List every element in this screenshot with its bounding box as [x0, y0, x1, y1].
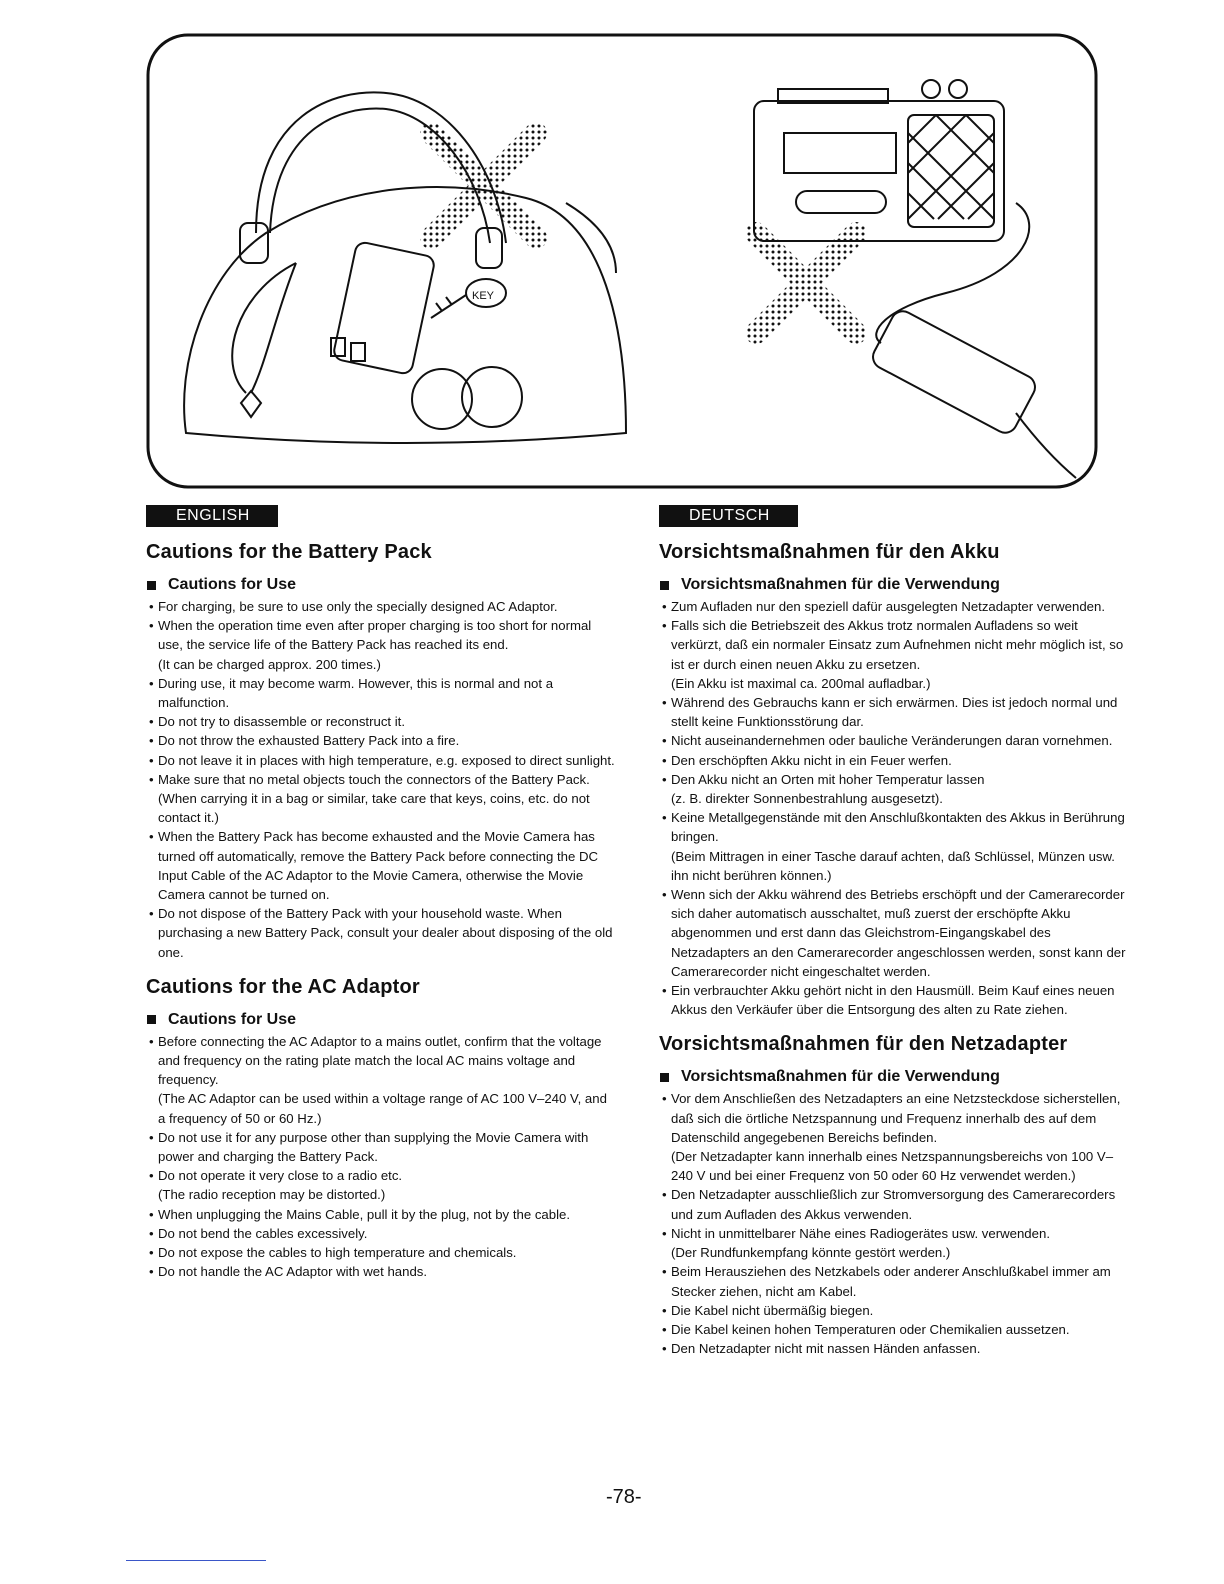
list-item-note: (Der Netzadapter kann innerhalb eines Netzspannungsbereichs von 100 V–240 V und bei einer Frequenz von 50 oder 60 Hz verwendet werden.): [671, 1149, 1114, 1184]
list-item-text: When the operation time even after proper charging is too short for normal use, the service life of the Battery Pack has reached its end.: [158, 618, 592, 653]
list-item: [146, 770, 616, 828]
list-item-text: Do not use it for any purpose other than supplying the Movie Camera with power and charging the Battery Pack.: [158, 1129, 589, 1165]
list-item: [146, 1128, 616, 1166]
list-item: [146, 731, 616, 750]
list-item: [146, 1224, 616, 1243]
radio-icon: [754, 80, 1004, 241]
list-item: [146, 597, 616, 616]
list-item-text: Nicht auseinandernehmen oder bauliche Veränderungen daran vornehmen.: [671, 733, 1113, 749]
list-item-text: Wenn sich der Akku während des Betriebs erschöpft und der Camerarecorder sich daher automatisch ausschaltet, muß zuerst der erschöpfte Akku abgenommen und erst dann das Gleichstrom-Eingangskabel des Netzadapters an den Camerarecorder angeschlossen werden, sonst kann der Camerarecorder nicht eingeschaltet werden.: [671, 887, 1126, 979]
list-item: [659, 1089, 1129, 1185]
list-item-text: Zum Aufladen nur den speziell dafür ausgelegten Netzadapter verwenden.: [671, 599, 1106, 614]
list-item-text: Do not throw the exhausted Battery Pack into a fire.: [158, 733, 460, 749]
square-bullet-icon: [660, 1073, 669, 1082]
language-tab-deutsch: DEUTSCH: [659, 505, 798, 527]
list-item-text: Den erschöpften Akku nicht in ein Feuer werfen.: [671, 752, 952, 768]
adaptor-subheading-de: Vorsichtsmaßnahmen für die Verwendung: [659, 1068, 1129, 1086]
list-item-text: Make sure that no metal objects touch the connectors of the Battery Pack.: [158, 771, 590, 787]
list-item: [659, 1339, 1129, 1358]
list-item-text: Before connecting the AC Adaptor to a mains outlet, confirm that the voltage and frequency on the rating plate match the local AC mains voltage and frequency.: [158, 1033, 602, 1088]
list-item-note: (Der Rundfunkempfang könnte gestört werden.): [671, 1245, 951, 1261]
list-item-text: Do not operate it very close to a radio etc.: [158, 1168, 403, 1184]
list-item: [659, 597, 1129, 616]
list-item-text: When unplugging the Mains Cable, pull it by the plug, not by the cable.: [158, 1206, 571, 1222]
battery-cautions-title: Cautions for the Battery Pack: [146, 541, 432, 563]
key-icon: [431, 279, 506, 318]
list-item: [659, 1320, 1129, 1339]
list-item-note: (The AC Adaptor can be used within a voltage range of AC 100 V–240 V, and a frequency of 50 or 60 Hz.): [158, 1091, 607, 1126]
list-item-text: When the Battery Pack has become exhausted and the Movie Camera has turned off automatically, remove the Battery Pack before connecting the DC Input Cable of the AC Adaptor to the Movie Camera, otherwise the Movie Camera cannot be turned on.: [158, 829, 599, 903]
adaptor-section-de: [659, 1033, 1129, 1358]
square-bullet-icon: [147, 1015, 156, 1024]
list-item: [659, 751, 1129, 770]
adaptor-cautions-title-de: Vorsichtsmaßnahmen für den Netzadapter: [659, 1033, 1068, 1056]
list-item-text: Ein verbrauchter Akku gehört nicht in den Hausmüll. Beim Kauf eines neuen Akkus den Verkäufer über die Entsorgung des alten zu Rate ziehen.: [671, 983, 1115, 1018]
list-item: [659, 1185, 1129, 1223]
list-item: [659, 770, 1129, 808]
battery-cautions-list-de: [659, 597, 1129, 1019]
english-column: [146, 505, 616, 1282]
list-item: [146, 1032, 616, 1128]
list-item-text: Die Kabel nicht übermäßig biegen.: [671, 1302, 874, 1318]
list-item: [659, 885, 1129, 981]
list-item-note: (Beim Mittragen in einer Tasche darauf achten, daß Schlüssel, Münzen usw. ihn nicht berühren können.): [671, 848, 1115, 883]
list-item-text: Do not bend the cables excessively.: [158, 1225, 368, 1241]
list-item-text: Do not leave it in places with high temperature, e.g. exposed to direct sunlight.: [158, 752, 615, 768]
list-item: [146, 674, 616, 712]
list-item-text: Nicht in unmittelbarer Nähe eines Radiogerätes usw. verwenden.: [671, 1225, 1050, 1241]
list-item-text: Beim Herausziehen des Netzkabels oder anderer Anschlußkabel immer am Stecker ziehen, nicht am Kabel.: [671, 1264, 1111, 1299]
svg-text:KEY: KEY: [472, 290, 495, 302]
necklace-icon: [232, 263, 296, 417]
list-item: [146, 712, 616, 731]
prohibited-x-icon: [756, 233, 856, 333]
list-item: [659, 693, 1129, 731]
adaptor-cautions-title: Cautions for the AC Adaptor: [146, 975, 420, 998]
list-item: [146, 616, 616, 674]
coins-icon: [412, 367, 522, 429]
list-item-text: Während des Gebrauchs kann er sich erwärmen. Dies ist jedoch normal und stellt keine Funktionsstörung dar.: [671, 695, 1118, 730]
illustration-battery-cautions: [146, 33, 1098, 491]
adaptor-section: [146, 976, 616, 1282]
list-item-text: Do not handle the AC Adaptor with wet hands.: [158, 1264, 428, 1280]
illustration-frame: [148, 35, 1096, 487]
list-item-note: (It can be charged approx. 200 times.): [158, 656, 381, 672]
list-item-text: Keine Metallgegenstände mit den Anschlußkontakten des Akkus in Berührung bringen.: [671, 810, 1125, 845]
list-item-note: (z. B. direkter Sonnenbestrahlung ausgesetzt).: [671, 791, 943, 807]
list-item: [146, 1243, 616, 1262]
list-item: [146, 904, 616, 962]
battery-cautions-list: [146, 597, 616, 962]
list-item-text: During use, it may become warm. However, this is normal and not a malfunction.: [158, 675, 554, 711]
list-item: [146, 1166, 616, 1204]
language-tab-english: ENGLISH: [146, 505, 278, 527]
list-item: [659, 1224, 1129, 1262]
battery-cautions-title-de: Vorsichtsmaßnahmen für den Akku: [659, 541, 1000, 563]
list-item-note: (Ein Akku ist maximal ca. 200mal aufladbar.): [671, 675, 931, 691]
list-item-text: Die Kabel keinen hohen Temperaturen oder Chemikalien aussetzen.: [671, 1321, 1070, 1337]
list-item: [659, 1262, 1129, 1300]
list-item-text: Do not expose the cables to high temperature and chemicals.: [158, 1245, 517, 1261]
list-item: [146, 1262, 616, 1281]
list-item: [659, 808, 1129, 885]
list-item: [659, 731, 1129, 750]
list-item: [146, 827, 616, 904]
list-item-text: Do not dispose of the Battery Pack with your household waste. When purchasing a new Battery Pack, consult your dealer about disposing of the old one.: [158, 906, 613, 960]
page-number: -78-: [606, 1486, 642, 1508]
list-item-text: For charging, be sure to use only the specially designed AC Adaptor.: [158, 599, 558, 614]
adaptor-subheading: Cautions for Use: [146, 1011, 616, 1029]
adaptor-cautions-list-de: [659, 1089, 1129, 1358]
prohibited-x-icon: [431, 133, 536, 238]
list-item-text: Do not try to disassemble or reconstruct it.: [158, 714, 405, 730]
ac-adaptor-icon: [869, 203, 1076, 478]
footer-rule: [126, 1560, 266, 1561]
list-item: [146, 751, 616, 770]
list-item-text: Vor dem Anschließen des Netzadapters an eine Netzsteckdose sicherstellen, daß sich die örtliche Netzspannung und Frequenz innerhalb des auf dem Datenschild angegebenen Bereichs befinden.: [671, 1091, 1121, 1145]
battery-icon: [331, 241, 436, 375]
square-bullet-icon: [660, 581, 669, 590]
list-item: [659, 616, 1129, 693]
list-item-text: Den Akku nicht an Orten mit hoher Temperatur lassen: [671, 771, 985, 787]
german-column: [659, 505, 1129, 1358]
list-item-note: (The radio reception may be distorted.): [158, 1187, 386, 1203]
square-bullet-icon: [147, 581, 156, 590]
list-item-note: (When carrying it in a bag or similar, take care that keys, coins, etc. do not contact it.): [158, 791, 590, 826]
list-item: [146, 1205, 616, 1224]
list-item-text: Falls sich die Betriebszeit des Akkus trotz normalen Aufladens so weit verkürzt, daß ein normaler Einsatz zum Aufnehmen nicht mehr möglich ist, so ist er durch einen neuen Akku zu ersetzen.: [671, 618, 1124, 672]
battery-subheading-de: Vorsichtsmaßnahmen für die Verwendung: [659, 576, 1129, 594]
list-item: [659, 1301, 1129, 1320]
battery-subheading: Cautions for Use: [146, 576, 616, 594]
list-item-text: Den Netzadapter ausschließlich zur Stromversorgung des Camerarecorders und zum Aufladen des Akkus verwenden.: [671, 1187, 1116, 1222]
list-item-text: Den Netzadapter nicht mit nassen Händen anfassen.: [671, 1341, 981, 1357]
list-item: [659, 981, 1129, 1019]
adaptor-cautions-list: [146, 1032, 616, 1282]
